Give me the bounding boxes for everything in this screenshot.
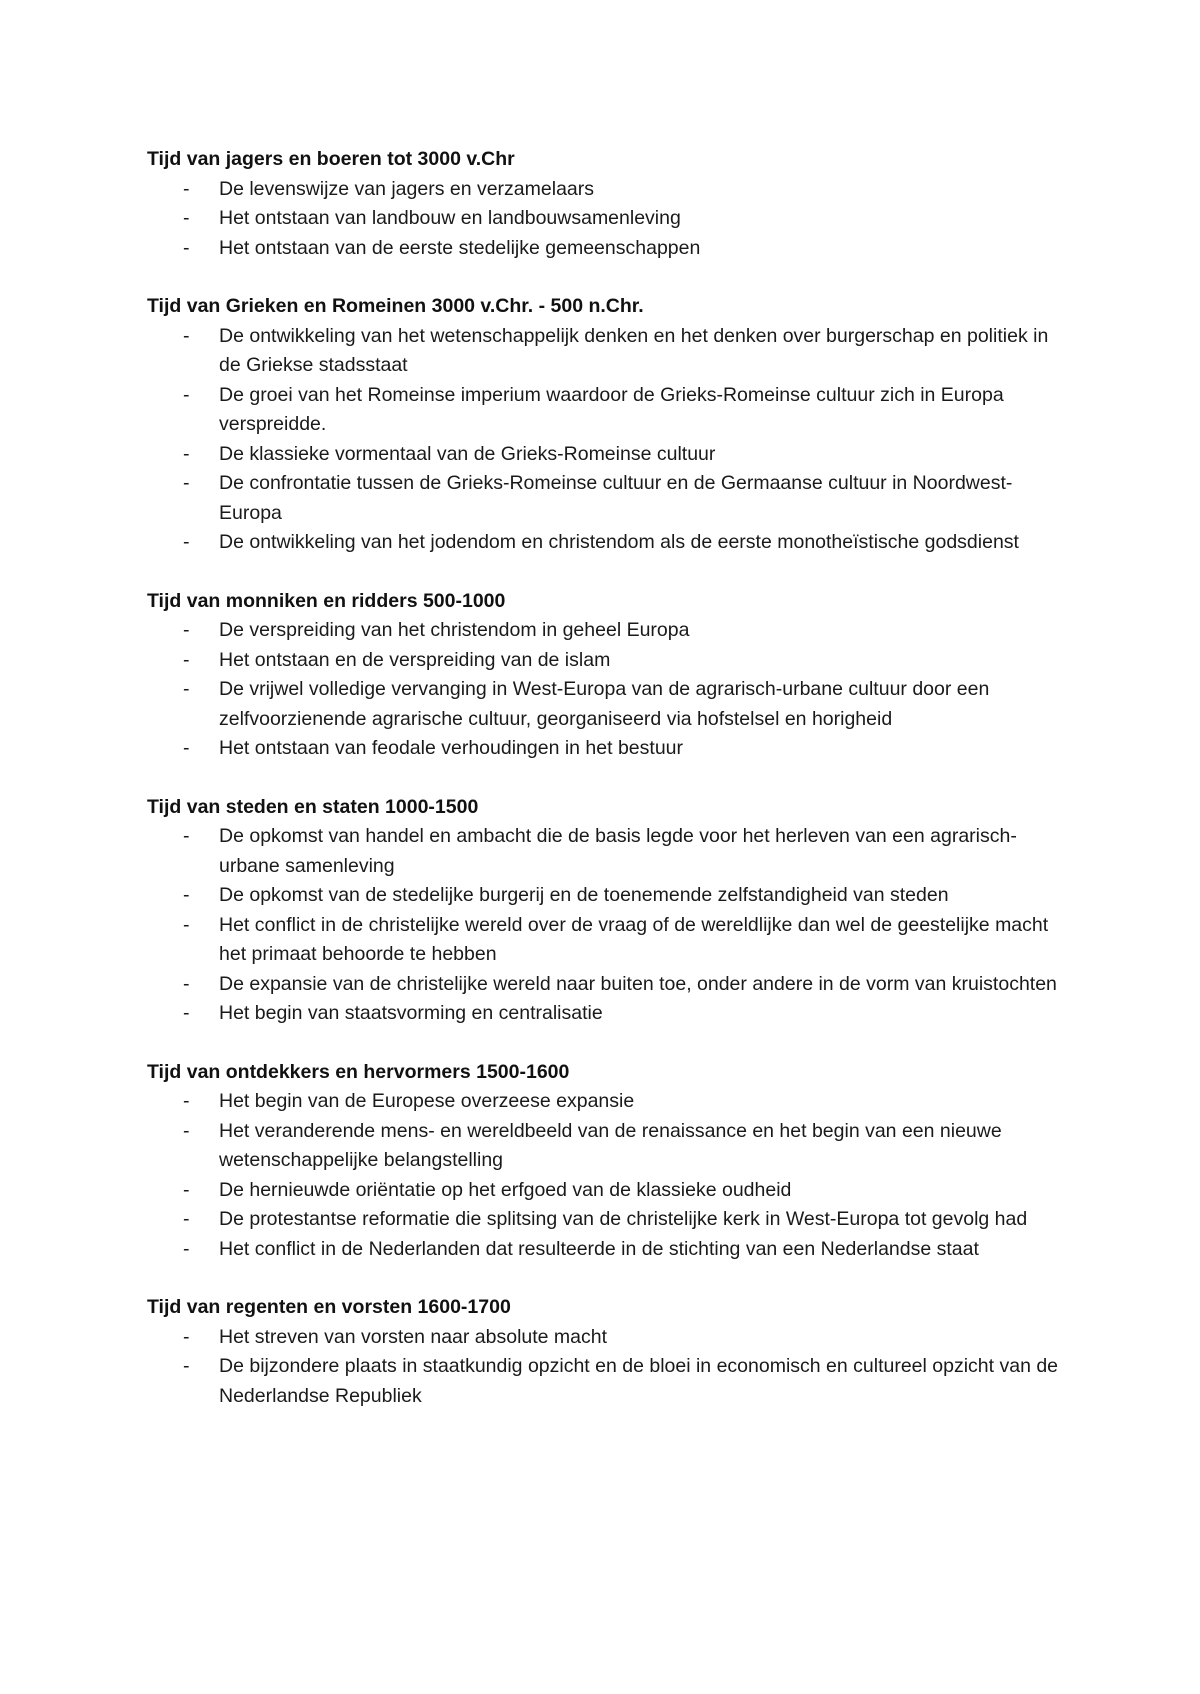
document-page (147, 145, 1067, 1440)
list-item-text: Het ontstaan van feodale verhoudingen in het bestuur (219, 737, 684, 759)
list-item-text: De confrontatie tussen de Grieks-Romeinse cultuur en de Germaanse cultuur in Noordwest-Europa (219, 472, 1013, 524)
list-item-text: Het ontstaan en de verspreiding van de islam (219, 648, 611, 671)
list-item (147, 881, 1067, 911)
list-item-text: De opkomst van handel en ambacht die de basis legde voor het herleven van een agrarisch-urbane samenleving (219, 825, 1017, 877)
section (147, 587, 1067, 764)
section (147, 145, 1067, 263)
dash-bullet: - (183, 1237, 190, 1260)
list-item (147, 734, 1067, 764)
list-item-text: Het ontstaan van de eerste stedelijke gemeenschappen (219, 236, 701, 259)
list-item (147, 1087, 1067, 1117)
list-item (147, 322, 1067, 381)
section-title: Tijd van monniken en ridders 500-1000 (147, 589, 506, 612)
dash-bullet: - (183, 1002, 190, 1024)
dash-bullet: - (183, 531, 190, 553)
section-title: Tijd van steden en staten 1000-1500 (147, 795, 479, 818)
list-item-text: De hernieuwde oriëntatie op het erfgoed van de klassieke oudheid (219, 1178, 792, 1201)
bullet-list (147, 1087, 1067, 1264)
dash-bullet: - (183, 1355, 190, 1377)
dash-bullet: - (183, 678, 190, 700)
section (147, 793, 1067, 1029)
list-item-text: De protestantse reformatie die splitsing van de christelijke kerk in West-Europa tot gevolg had (219, 1208, 1028, 1230)
list-item (147, 970, 1067, 1000)
list-item (147, 381, 1067, 440)
list-item (147, 1323, 1067, 1353)
list-item-text: De vrijwel volledige vervanging in West-Europa van de agrarisch-urbane cultuur door een zelfvoorzienende agrarische cultuur, georganiseerd via hofstelsel en horigheid (219, 678, 990, 730)
dash-bullet: - (183, 648, 190, 671)
list-item-text: De levenswijze van jagers en verzamelaars (219, 177, 595, 200)
dash-bullet: - (183, 324, 190, 347)
dash-bullet: - (183, 1090, 190, 1112)
list-item-text: Het streven van vorsten naar absolute macht (219, 1325, 608, 1348)
dash-bullet: - (183, 619, 190, 641)
list-item (147, 440, 1067, 470)
list-item-text: Het conflict in de christelijke wereld over de vraag of de wereldlijke dan wel de geestelijke macht het primaat behoorde te hebben (219, 913, 1049, 965)
dash-bullet: - (183, 913, 190, 936)
list-item-text: De ontwikkeling van het wetenschappelijk denken en het denken over burgerschap en politiek in de Griekse stadsstaat (219, 324, 1049, 376)
dash-bullet: - (183, 442, 190, 465)
list-item (147, 175, 1067, 205)
list-item-text: De klassieke vormentaal van de Grieks-Romeinse cultuur (219, 442, 716, 465)
dash-bullet: - (183, 884, 190, 906)
list-item (147, 1235, 1067, 1265)
list-item (147, 911, 1067, 970)
bullet-list (147, 322, 1067, 558)
list-item-text: Het veranderende mens- en wereldbeeld van de renaissance en het begin van een nieuwe wetenschappelijke belangstelling (219, 1119, 1002, 1171)
bullet-list (147, 175, 1067, 264)
dash-bullet: - (183, 177, 190, 200)
list-item (147, 646, 1067, 676)
list-item-text: De expansie van de christelijke wereld naar buiten toe, onder andere in de vorm van kruistochten (219, 972, 1057, 995)
list-item (147, 234, 1067, 264)
list-item (147, 1352, 1067, 1411)
dash-bullet: - (183, 972, 190, 995)
dash-bullet: - (183, 383, 190, 406)
list-item (147, 822, 1067, 881)
dash-bullet: - (183, 1178, 190, 1201)
section (147, 1293, 1067, 1411)
dash-bullet: - (183, 207, 190, 229)
section (147, 1058, 1067, 1265)
section (147, 292, 1067, 558)
list-item-text: Het begin van staatsvorming en centralisatie (219, 1002, 603, 1024)
list-item-text: Het ontstaan van landbouw en landbouwsamenleving (219, 207, 681, 229)
dash-bullet: - (183, 1119, 190, 1142)
list-item (147, 999, 1067, 1029)
list-item (147, 675, 1067, 734)
section-title: Tijd van regenten en vorsten 1600-1700 (147, 1296, 511, 1318)
section-title: Tijd van ontdekkers en hervormers 1500-1600 (147, 1060, 570, 1083)
list-item-text: Het conflict in de Nederlanden dat resulteerde in de stichting van een Nederlandse staat (219, 1237, 979, 1260)
list-item (147, 469, 1067, 528)
list-item-text: De bijzondere plaats in staatkundig opzicht en de bloei in economisch en cultureel opzicht van de Nederlandse Republiek (219, 1355, 1059, 1407)
section-title: Tijd van jagers en boeren tot 3000 v.Chr (147, 148, 515, 170)
dash-bullet: - (183, 737, 190, 759)
dash-bullet: - (183, 1208, 190, 1230)
list-item-text: De ontwikkeling van het jodendom en christendom als de eerste monotheïstische godsdienst (219, 531, 1019, 553)
list-item-text: De groei van het Romeinse imperium waardoor de Grieks-Romeinse cultuur zich in Europa verspreidde. (219, 383, 1004, 435)
list-item (147, 1117, 1067, 1176)
list-item (147, 1205, 1067, 1235)
dash-bullet: - (183, 236, 190, 259)
section-title: Tijd van Grieken en Romeinen 3000 v.Chr. - 500 n.Chr. (147, 295, 644, 317)
bullet-list (147, 822, 1067, 1029)
list-item (147, 204, 1067, 234)
bullet-list (147, 616, 1067, 764)
list-item-text: De opkomst van de stedelijke burgerij en de toenemende zelfstandigheid van steden (219, 884, 949, 906)
list-item (147, 528, 1067, 558)
list-item-text: De verspreiding van het christendom in geheel Europa (219, 619, 690, 641)
list-item (147, 616, 1067, 646)
dash-bullet: - (183, 1325, 190, 1348)
dash-bullet: - (183, 825, 190, 847)
bullet-list (147, 1323, 1067, 1412)
dash-bullet: - (183, 472, 190, 494)
list-item-text: Het begin van de Europese overzeese expansie (219, 1090, 635, 1112)
list-item (147, 1176, 1067, 1206)
